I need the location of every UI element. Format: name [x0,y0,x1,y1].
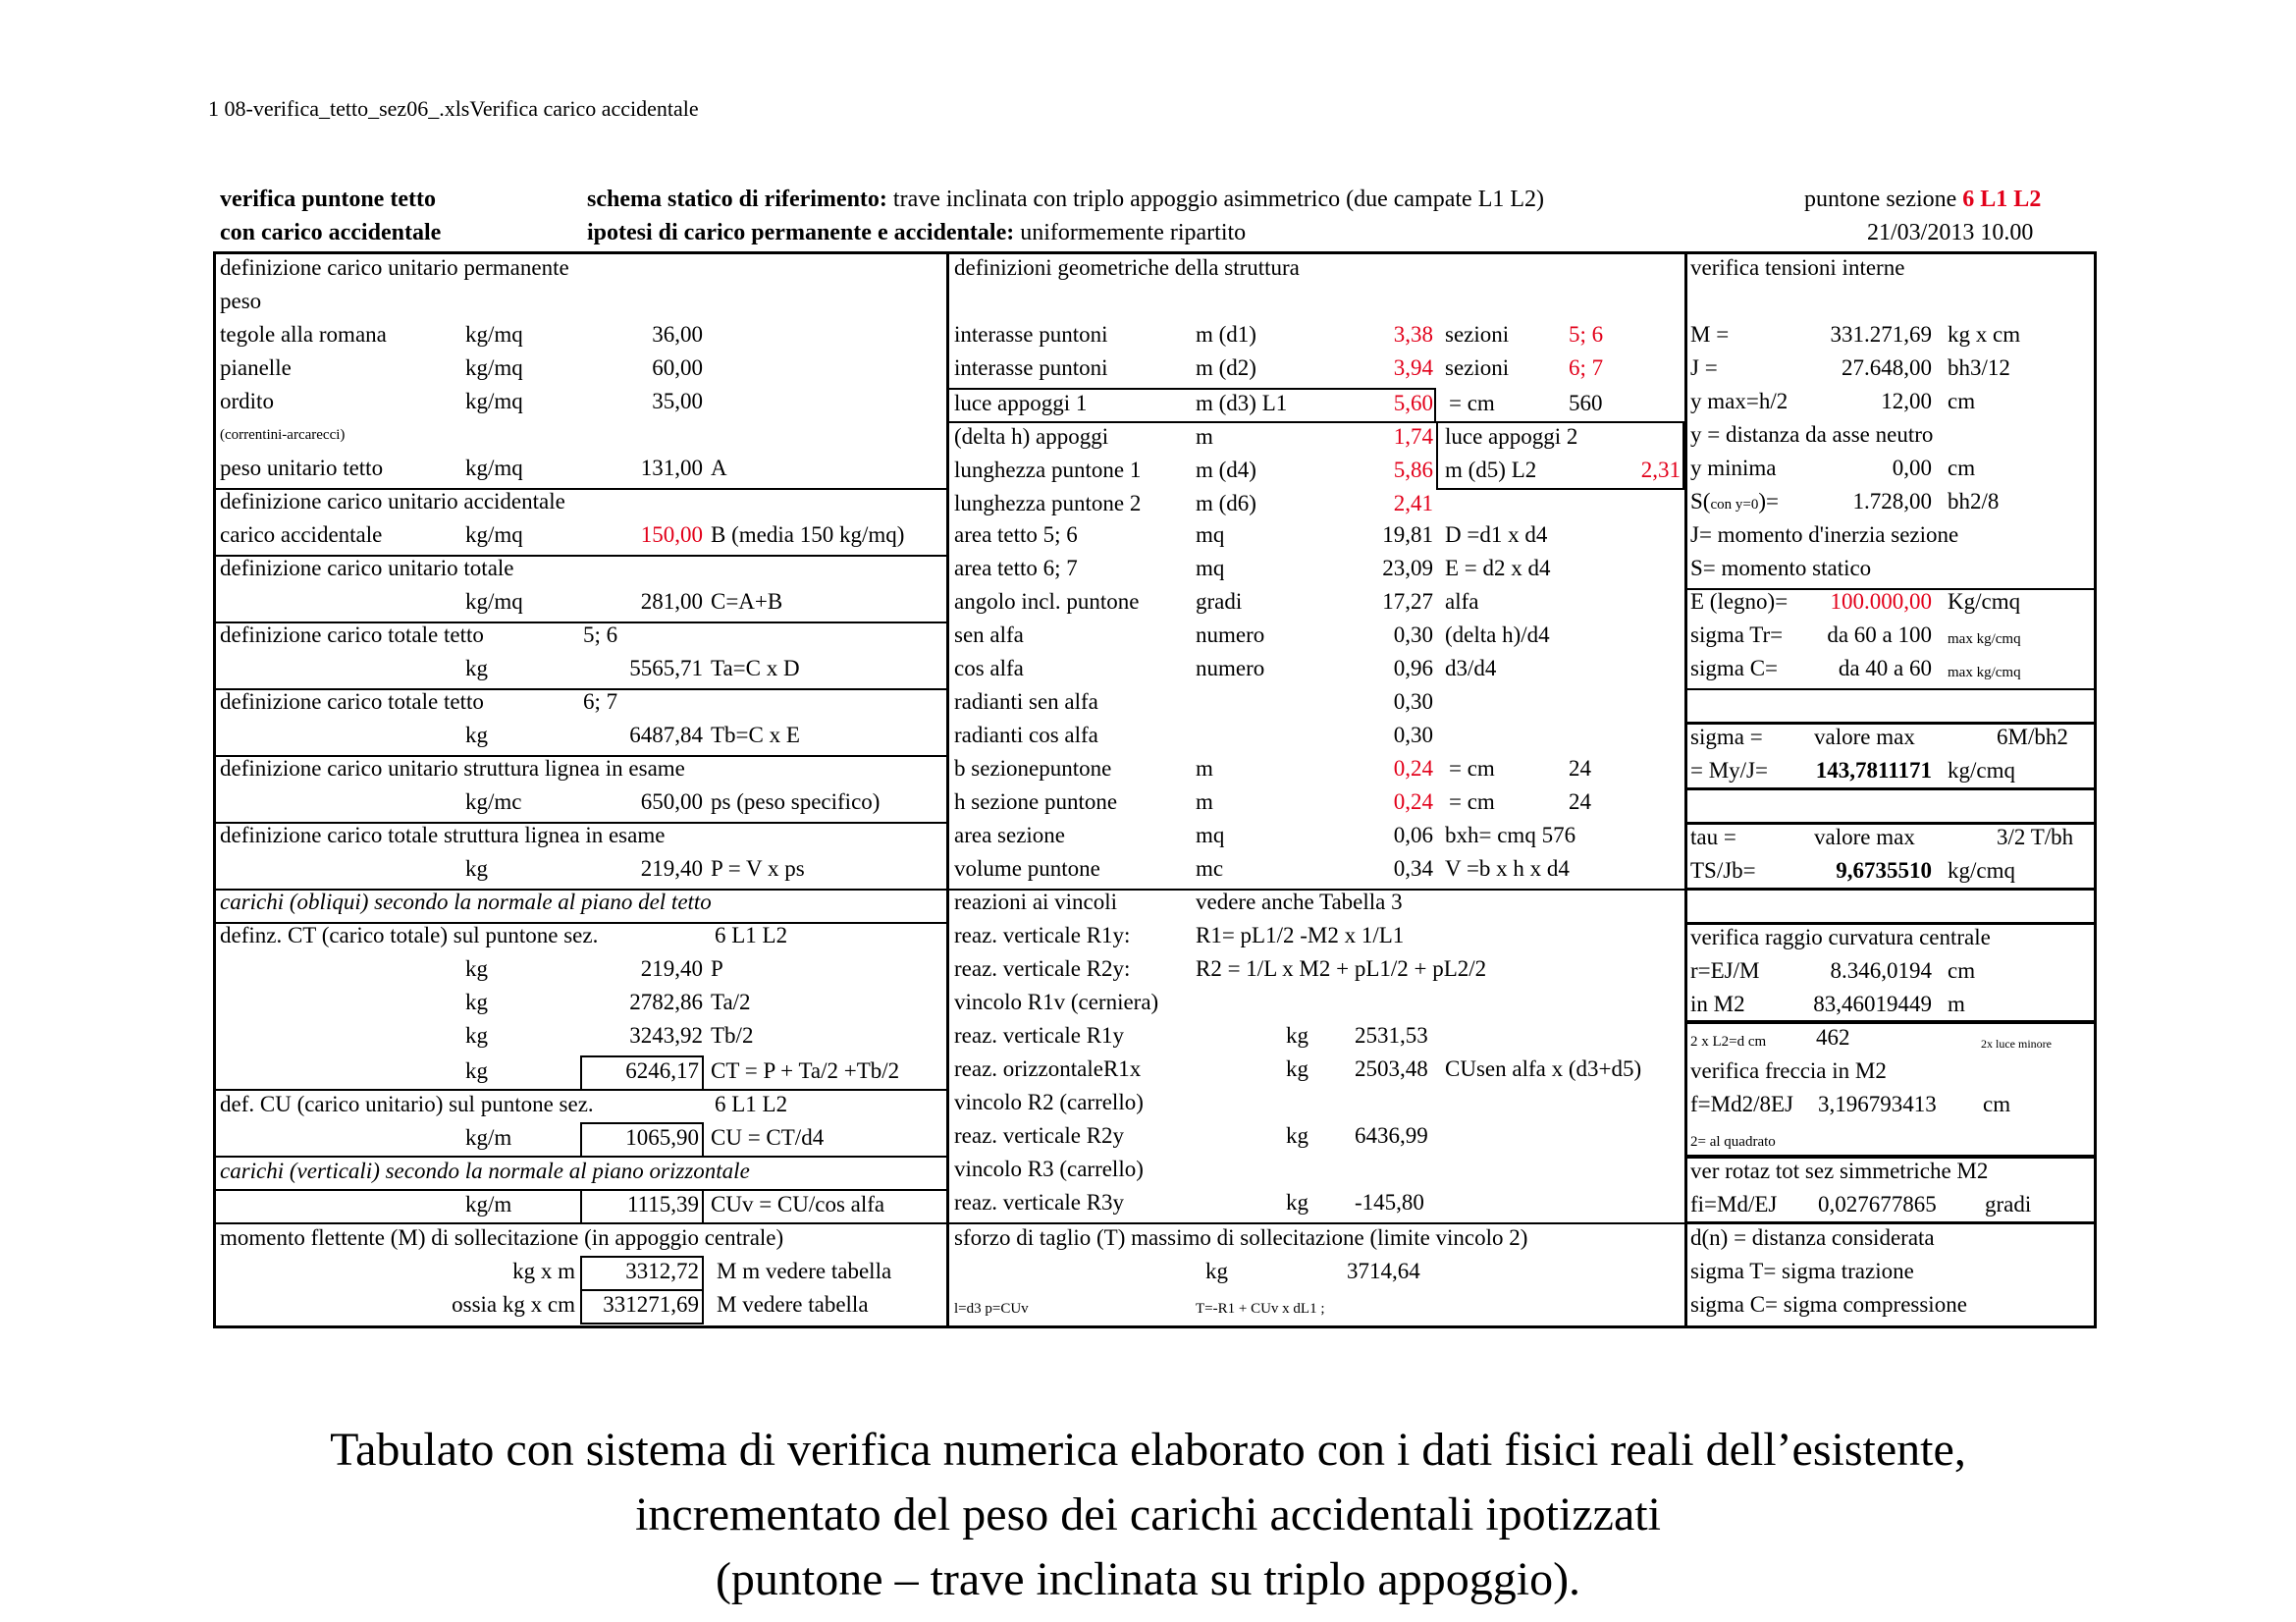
left-r12b: 5; 6 [583,622,618,647]
right-r5c: cm [1948,389,1976,413]
mid-r16d: = cm [1449,756,1495,781]
left-r14a: definizione carico totale tetto [220,689,484,714]
left-r17c: 650,00 [640,789,703,814]
mid-r3e: 5; 6 [1569,322,1604,347]
schema-label: schema statico di riferimento: [587,187,887,212]
left-r18: definizione carico totale struttura lignea in esame [220,823,666,847]
mid-r27a: reaz. verticale R2y [954,1123,1125,1148]
right-r15c: 6M/bh2 [1997,725,2068,749]
schema-line [587,187,1544,213]
mid-r30a: sforzo di taglio (T) massimo di sollecitazione (limite vincolo 2) [954,1225,1528,1250]
left-r27d: CU = CT/d4 [711,1125,825,1150]
left-r4b: kg/mq [465,355,523,380]
mid-r5a: luce appoggi 1 [954,391,1088,415]
right-r1: verifica tensioni interne [1690,255,1905,280]
right-r25: verifica freccia in M2 [1690,1058,1887,1083]
mid-r26a: vincolo R2 (carrello) [954,1090,1144,1114]
s-label: S( [1690,489,1711,514]
mid-r10d: E = d2 x d4 [1445,556,1551,580]
mid-r11b: gradi [1196,589,1243,614]
right-r16b: 143,7811171 [1815,758,1932,783]
right-r15b: valore max [1814,725,1915,749]
left-r16: definizione carico unitario struttura lignea in esame [220,756,685,781]
mid-r12c: 0,30 [1393,622,1433,647]
date: 21/03/2013 10.00 [1867,220,2034,245]
right-r3a: M = [1690,322,1730,347]
mid-r28a: vincolo R3 (carrello) [954,1157,1144,1181]
left-r11c: 281,00 [640,589,703,614]
right-r22a: r=EJ/M [1690,958,1760,983]
left-r23c: 2782,86 [629,990,703,1014]
mid-r14c: 0,30 [1393,689,1433,714]
mid-r3d: sezioni [1445,322,1510,347]
sezione-value: 6 L1 L2 [1962,187,2042,212]
left-r8: definizione carico unitario accidentale [220,489,565,514]
right-r18a: tau = [1690,825,1736,849]
mid-r5c: 5,60 [1393,391,1433,415]
left-r3b: kg/mq [465,322,523,347]
mid-r18b: mq [1196,823,1225,847]
mid-r6c: 1,74 [1393,424,1433,449]
mid-r16a: b sezionepuntone [954,756,1112,781]
left-r11d: C=A+B [711,589,783,614]
right-r10: S= momento statico [1690,556,1872,580]
s-sub: con y=0 [1710,497,1759,513]
caption-line-2: incrementato del peso dei carichi accidentali ipotizzati [635,1488,1661,1541]
title-line-1: verifica puntone tetto [220,187,436,212]
mid-r11a: angolo incl. puntone [954,589,1140,614]
right-r11b: 100.000,00 [1830,589,1932,614]
left-r15d: Tb=C x E [711,723,800,747]
ipotesi-label: ipotesi di carico permanente e accidentale: [587,220,1015,245]
left-r25d: CT = P + Ta/2 +Tb/2 [711,1058,900,1083]
right-r26c: cm [1983,1092,2011,1116]
mid-r6b: m [1196,424,1213,449]
mid-r25b: kg [1286,1056,1308,1081]
left-r9c: 150,00 [640,522,703,547]
right-r16c: kg/cmq [1948,758,2015,783]
right-r3b: 331.271,69 [1830,322,1932,347]
left-r19d: P = V x ps [711,856,805,881]
left-r12a: definizione carico totale tetto [220,622,484,647]
mid-r16c: 0,24 [1393,756,1433,781]
left-r1: definizione carico unitario permanente [220,255,569,280]
right-r21: verifica raggio curvatura centrale [1690,925,1991,949]
mid-r13c: 0,96 [1393,656,1433,680]
left-r13c: 5565,71 [629,656,703,680]
mid-r3b: m (d1) [1196,322,1256,347]
mid-r19b: mc [1196,856,1224,881]
left-r26a: def. CU (carico unitario) sul puntone sez. [220,1092,594,1116]
mid-r7b: m (d4) [1196,458,1256,482]
mid-r8b: m (d6) [1196,491,1256,515]
left-r15c: 6487,84 [629,723,703,747]
right-r5a: y max=h/2 [1690,389,1789,413]
mid-r18c: 0,06 [1393,823,1433,847]
left-r17d: ps (peso specifico) [711,789,881,814]
left-r2: peso [220,289,262,313]
ipotesi-text: uniformemente ripartito [1014,220,1247,245]
left-r20: carichi (obliqui) secondo la normale al piano del tetto [220,890,712,914]
mid-r9c: 19,81 [1382,522,1433,547]
left-r11b: kg/mq [465,589,523,614]
right-r19a: TS/Jb= [1690,858,1756,883]
mid-r29c: -145,80 [1355,1190,1424,1215]
mid-r15a: radianti cos alfa [954,723,1098,747]
mid-r20b: vedere anche Tabella 3 [1196,890,1403,914]
left-r9b: kg/mq [465,522,523,547]
s-eq: )= [1758,489,1779,514]
mid-r18d: bxh= cmq 576 [1445,823,1576,847]
mid-r17d: = cm [1449,789,1495,814]
mid-r31b: kg [1205,1259,1228,1283]
left-r14b: 6; 7 [583,689,618,714]
right-r18b: valore max [1814,825,1915,849]
right-r28: ver rotaz tot sez simmetriche M2 [1690,1159,1989,1183]
mid-r10c: 23,09 [1382,556,1433,580]
left-r5c: 35,00 [652,389,703,413]
mid-r32a: l=d3 p=CUv [954,1301,1029,1317]
left-r32c: 331271,69 [603,1292,699,1317]
right-r18c: 3/2 T/bh [1997,825,2074,849]
mid-r7e: 2,31 [1640,458,1681,482]
mid-r9b: mq [1196,522,1225,547]
mid-r11c: 17,27 [1382,589,1433,614]
right-r11c: Kg/cmq [1948,589,2021,614]
mid-r19d: V =b x h x d4 [1445,856,1570,881]
left-r10: definizione carico unitario totale [220,556,514,580]
left-r29d: CUv = CU/cos alfa [711,1192,885,1216]
right-r4b: 27.648,00 [1842,355,1932,380]
mid-r6a: (delta h) appoggi [954,424,1109,449]
mid-r13b: numero [1196,656,1265,680]
mid-r12d: (delta h)/d4 [1445,622,1550,647]
left-r7d: A [711,456,727,480]
right-r3c: kg x cm [1948,322,2021,347]
right-r8b: 1.728,00 [1852,489,1932,514]
left-r29c: 1115,39 [626,1192,699,1216]
left-r31b: kg x m [512,1259,575,1283]
left-r31c: 3312,72 [625,1259,699,1283]
mid-r25a: reaz. orizzontaleR1x [954,1056,1142,1081]
mid-r24c: 2531,53 [1355,1023,1428,1048]
right-r4c: bh3/12 [1948,355,2010,380]
mid-r9d: D =d1 x d4 [1445,522,1548,547]
mid-r3c: 3,38 [1393,322,1433,347]
right-r26a: f=Md2/8EJ [1690,1092,1793,1116]
left-r22d: P [711,956,723,981]
left-r23d: Ta/2 [711,990,751,1014]
left-r29b: kg/m [465,1192,512,1216]
left-r30: momento flettente (M) di sollecitazione (in appoggio centrale) [220,1225,784,1250]
mid-r5d: = cm [1449,391,1495,415]
mid-r8a: lunghezza puntone 2 [954,491,1142,515]
right-r12a: sigma Tr= [1690,622,1784,647]
left-r24d: Tb/2 [711,1023,754,1048]
right-r29b: 0,027677865 [1818,1192,1937,1216]
right-r13b: da 40 a 60 [1838,656,1932,680]
mid-r18a: area sezione [954,823,1066,847]
left-r19b: kg [465,856,488,881]
left-r9a: carico accidentale [220,522,383,547]
mid-r25c: 2503,48 [1355,1056,1428,1081]
mid-r21b: R1= pL1/2 -M2 x 1/L1 [1196,923,1405,947]
mid-r17a: h sezione puntone [954,789,1118,814]
left-r32b: ossia kg x cm [452,1292,575,1317]
mid-r27b: kg [1286,1123,1308,1148]
right-r31: sigma T= sigma trazione [1690,1259,1914,1283]
mid-r22a: reaz. verticale R2y: [954,956,1131,981]
left-r28: carichi (verticali) secondo la normale al piano orizzontale [220,1159,750,1183]
left-r13d: Ta=C x D [711,656,800,680]
right-r5b: 12,00 [1881,389,1932,413]
mid-r20a: reazioni ai vincoli [954,890,1118,914]
mid-r7d: m (d5) L2 [1445,458,1537,482]
right-r16a: = My/J= [1690,758,1768,783]
mid-r31c: 3714,64 [1347,1259,1420,1283]
mid-r4d: sezioni [1445,355,1510,380]
mid-r24b: kg [1286,1023,1308,1048]
left-r27c: 1065,90 [625,1125,699,1150]
mid-r12b: numero [1196,622,1265,647]
left-r4a: pianelle [220,355,292,380]
caption-line-1: Tabulato con sistema di verifica numerica elaborato con i dati fisici reali dell’esistente, [330,1424,1966,1476]
left-r25c: 6246,17 [625,1058,699,1083]
mid-r21a: reaz. verticale R1y: [954,923,1131,947]
mid-r23a: vincolo R1v (cerniera) [954,990,1159,1014]
mid-r25d: CUsen alfa x (d3+d5) [1445,1056,1642,1081]
left-r24c: 3243,92 [629,1023,703,1048]
left-r25b: kg [465,1058,488,1083]
mid-r19a: volume puntone [954,856,1100,881]
right-r4a: J = [1690,355,1718,380]
mid-r5e: 560 [1569,391,1603,415]
right-r23c: m [1948,992,1965,1016]
left-r6: (correntini-arcarecci) [220,427,346,443]
right-r24c: 2x luce minore [1981,1037,2052,1051]
mid-r17e: 24 [1569,789,1591,814]
mid-r19c: 0,34 [1393,856,1433,881]
sezione-label: puntone sezione [1804,187,1957,212]
left-r22c: 219,40 [640,956,703,981]
mid-r4e: 6; 7 [1569,355,1604,380]
left-r9d: B (media 150 kg/mq) [711,522,905,547]
right-r24b: 462 [1816,1025,1850,1050]
right-r13a: sigma C= [1690,656,1779,680]
mid-r10b: mq [1196,556,1225,580]
left-r22b: kg [465,956,488,981]
sezione-header [1804,187,2041,213]
left-r32d: M vedere tabella [717,1292,869,1317]
right-r9: J= momento d'inerzia sezione [1690,522,1959,547]
right-r22c: cm [1948,958,1976,983]
mid-r13a: cos alfa [954,656,1024,680]
left-r7b: kg/mq [465,456,523,480]
right-r22b: 8.346,0194 [1830,958,1932,983]
mid-r32b: T=-R1 + CUv x dL1 ; [1196,1301,1325,1317]
right-r30: d(n) = distanza considerata [1690,1225,1935,1250]
schema-text: trave inclinata con triplo appoggio asimmetrico (due campate L1 L2) [886,187,1544,212]
left-r21b: 6 L1 L2 [715,923,788,947]
mid-r16b: m [1196,756,1213,781]
mid-r24a: reaz. verticale R1y [954,1023,1125,1048]
mid-r14a: radianti sen alfa [954,689,1098,714]
left-r4c: 60,00 [652,355,703,380]
right-r7a: y minima [1690,456,1777,480]
left-r21a: definz. CT (carico totale) sul puntone sez. [220,923,599,947]
right-r19c: kg/cmq [1948,858,2015,883]
mid-r5b: m (d3) L1 [1196,391,1288,415]
right-r23a: in M2 [1690,992,1745,1016]
mid-r15c: 0,30 [1393,723,1433,747]
right-r8a [1690,487,1779,519]
mid-r3a: interasse puntoni [954,322,1108,347]
left-r3a: tegole alla romana [220,322,387,347]
mid-r12a: sen alfa [954,622,1024,647]
mid-r10a: area tetto 6; 7 [954,556,1078,580]
mid-r6d: luce appoggi 2 [1445,424,1578,449]
right-r27: 2= al quadrato [1690,1134,1776,1150]
left-r24b: kg [465,1023,488,1048]
mid-r4b: m (d2) [1196,355,1256,380]
mid-r27c: 6436,99 [1355,1123,1428,1148]
right-r12c: max kg/cmq [1948,631,2021,647]
right-r19b: 9,6735510 [1836,858,1932,883]
left-r17b: kg/mc [465,789,522,814]
mid-r7a: lunghezza puntone 1 [954,458,1142,482]
right-r15a: sigma = [1690,725,1763,749]
right-r7b: 0,00 [1892,456,1932,480]
caption-line-3: (puntone – trave inclinata su triplo appoggio). [715,1553,1581,1605]
left-r3c: 36,00 [652,322,703,347]
mid-r29b: kg [1286,1190,1308,1215]
left-r15b: kg [465,723,488,747]
right-r13c: max kg/cmq [1948,665,2021,680]
right-r12b: da 60 a 100 [1827,622,1932,647]
right-r29a: fi=Md/EJ [1690,1192,1778,1216]
left-r7c: 131,00 [640,456,703,480]
ipotesi-line [587,220,1246,246]
right-r7c: cm [1948,456,1976,480]
left-r5a: ordito [220,389,274,413]
mid-r4c: 3,94 [1393,355,1433,380]
mid-r7c: 5,86 [1393,458,1433,482]
page-header: 1 08-verifica_tetto_sez06_.xlsVerifica carico accidentale [208,96,699,121]
right-r23b: 83,46019449 [1813,992,1932,1016]
mid-r8c: 2,41 [1393,491,1433,515]
left-r5b: kg/mq [465,389,523,413]
right-r24a: 2 x L2=d cm [1690,1034,1767,1050]
left-r26b: 6 L1 L2 [715,1092,788,1116]
right-r6: y = distanza da asse neutro [1690,422,1934,447]
left-r13b: kg [465,656,488,680]
right-r11a: E (legno)= [1690,589,1789,614]
mid-r22b: R2 = 1/L x M2 + pL1/2 + pL2/2 [1196,956,1487,981]
left-r7a: peso unitario tetto [220,456,384,480]
mid-r11d: alfa [1445,589,1479,614]
left-r27b: kg/m [465,1125,512,1150]
mid-r9a: area tetto 5; 6 [954,522,1078,547]
right-r29c: gradi [1985,1192,2032,1216]
mid-r13d: d3/d4 [1445,656,1497,680]
mid-r16e: 24 [1569,756,1591,781]
mid-r1: definizioni geometriche della struttura [954,255,1300,280]
left-r31d: M m vedere tabella [717,1259,892,1283]
title-line-2: con carico accidentale [220,220,442,245]
mid-r4a: interasse puntoni [954,355,1108,380]
right-r8c: bh2/8 [1948,489,2000,514]
right-r32: sigma C= sigma compressione [1690,1292,1967,1317]
mid-r17c: 0,24 [1393,789,1433,814]
right-r26b: 3,196793413 [1818,1092,1937,1116]
mid-r17b: m [1196,789,1213,814]
left-r23b: kg [465,990,488,1014]
left-r19c: 219,40 [640,856,703,881]
mid-r29a: reaz. verticale R3y [954,1190,1125,1215]
